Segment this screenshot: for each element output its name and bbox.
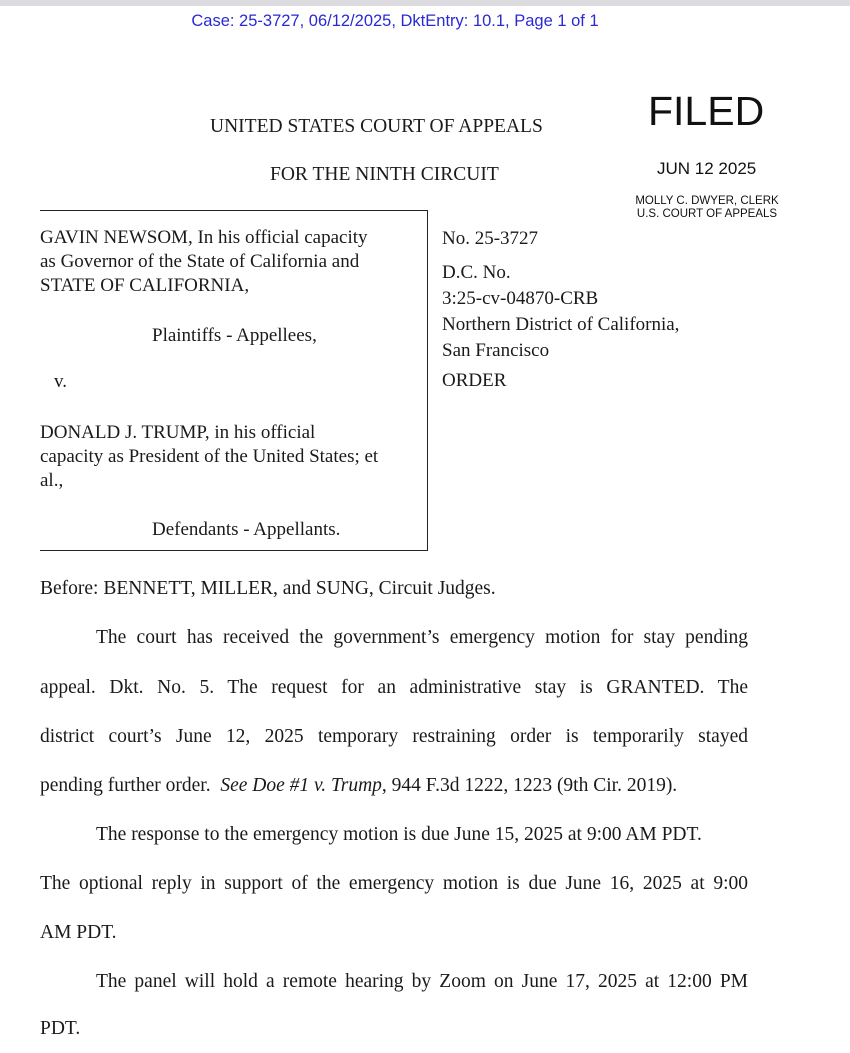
court-name: UNITED STATES COURT OF APPEALS [210,116,543,137]
docket-stamp-header: Case: 25-3727, 06/12/2025, DktEntry: 10.1, Page 1 of 1 [191,12,599,30]
versus-label: v. [54,371,68,392]
clerk-signature-block [612,195,802,221]
paragraph-line: The response to the emergency motion is due June 15, 2025 at 9:00 AM PDT. [96,824,702,845]
plaintiff-role: Plaintiffs - Appellees, [152,325,317,346]
defendant-role: Defendants - Appellants. [152,519,341,540]
dc-label: D.C. No. [442,262,511,283]
paragraph-line: The court has received the government’s emergency motion for stay pending [96,627,748,648]
paragraph-line: district court’s June 12, 2025 temporary restraining order is temporarily stayed [40,726,748,747]
panel-judges: Before: BENNETT, MILLER, and SUNG, Circuit Judges. [40,578,496,599]
paragraph-line: PDT. [40,1018,81,1039]
clerk-name: MOLLY C. DWYER, CLERK [635,195,779,207]
district-case-block [442,260,679,364]
defendant-block [40,421,378,493]
paragraph-line: appeal. Dkt. No. 5. The request for an administrative stay is GRANTED. The [40,677,748,698]
paragraph-line: AM PDT. [40,922,117,943]
citation-reporter: , 944 F.3d 1222, 1223 (9th Cir. 2019). [381,775,678,796]
top-edge-bar [0,0,850,6]
paragraph-line: The optional reply in support of the emergency motion is due June 16, 2025 at 9:00 [40,873,748,894]
paragraph-line: The panel will hold a remote hearing by Zoom on June 17, 2025 at 12:00 PM [96,971,748,992]
district-name: Northern District of California, [442,314,680,335]
filed-stamp-label: FILED [648,88,765,134]
document-type: ORDER [442,370,507,391]
citation-lead: pending further order. [40,775,221,796]
filed-stamp-date: JUN 12 2025 [657,159,757,178]
district-city: San Francisco [442,340,550,361]
clerk-office: U.S. COURT OF APPEALS [636,208,778,220]
plaintiff-block [40,226,368,298]
plaintiff-line: STATE OF CALIFORNIA, [40,275,250,296]
circuit-name: FOR THE NINTH CIRCUIT [270,164,499,185]
defendant-line: al., [40,470,64,491]
dc-number: 3:25-cv-04870-CRB [442,288,599,309]
plaintiff-line: as Governor of the State of California and [40,251,360,272]
plaintiff-line: GAVIN NEWSOM, In his official capacity [40,227,368,248]
case-citation: See Doe #1 v. Trump [220,775,382,796]
case-number: No. 25-3727 [442,228,539,249]
paragraph-line-citation [40,775,677,797]
defendant-line: capacity as President of the United States; et [40,446,379,467]
defendant-line: DONALD J. TRUMP, in his official [40,422,316,443]
